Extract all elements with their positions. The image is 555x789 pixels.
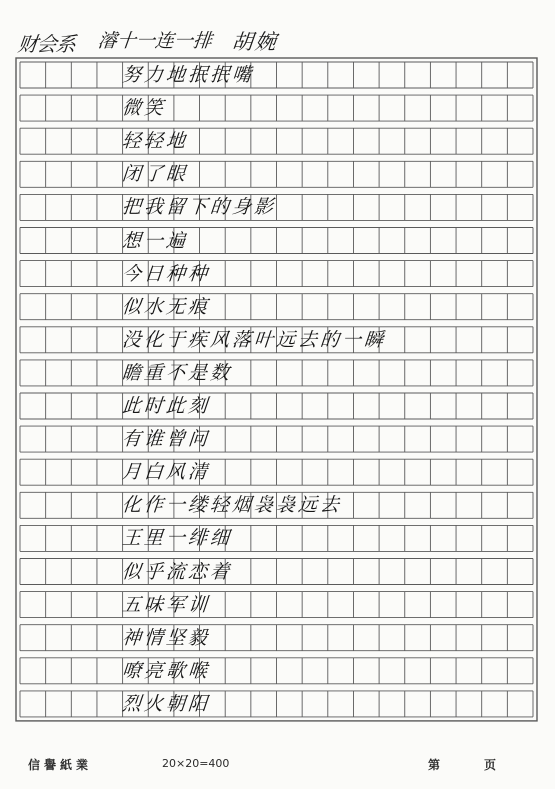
event-title: 濬十一连一排 <box>96 30 214 52</box>
grid-row <box>20 525 533 551</box>
handwritten-line: 化作一缕轻烟袅袅远去 <box>121 494 343 517</box>
grid-row <box>20 393 533 419</box>
handwritten-line: 没化于疾风落叶远去的一瞬 <box>121 328 387 351</box>
handwritten-line: 烈火朝阳 <box>121 692 211 715</box>
handwritten-line: 王里一绯细 <box>121 527 233 550</box>
page-label-suffix: 页 <box>484 758 497 772</box>
handwritten-line: 有谁曾问 <box>121 428 211 451</box>
paper-brand: 信譽紙業 <box>28 758 93 772</box>
handwritten-line: 闭了眼 <box>121 163 189 186</box>
handwritten-line: 此时此刻 <box>121 395 211 417</box>
handwritten-line: 今日种种 <box>121 262 211 285</box>
handwritten-line: 月白风清 <box>121 461 211 484</box>
grid-row <box>20 261 533 287</box>
grid-row <box>20 161 533 187</box>
handwritten-line: 似水无痕 <box>121 295 211 318</box>
grid-row <box>20 426 533 452</box>
handwritten-line: 似乎流恋着 <box>121 560 233 583</box>
handwritten-line: 五味军训 <box>121 593 211 616</box>
grid-row <box>20 95 533 121</box>
page-label: 第 <box>428 758 441 772</box>
handwritten-line: 微笑 <box>121 97 167 120</box>
grid-row <box>20 691 533 717</box>
grid-row <box>20 625 533 651</box>
grid-row <box>20 658 533 684</box>
grid-row <box>20 360 533 386</box>
handwritten-line: 努力地抿抿嘴 <box>121 64 255 86</box>
grid-row <box>20 459 533 485</box>
paper-footer <box>0 748 555 778</box>
handwritten-line: 把我留下的身影 <box>121 196 277 219</box>
handwritten-line: 嘹亮歌喉 <box>121 659 211 682</box>
grid-row <box>20 592 533 618</box>
grid-row <box>20 228 533 254</box>
handwritten-line: 神情坚毅 <box>121 626 211 649</box>
handwritten-line: 轻轻地 <box>121 130 189 153</box>
grid-outer-border <box>16 58 537 721</box>
student-name: 胡婉 <box>230 30 280 54</box>
handwritten-line: 想一遍 <box>121 229 189 252</box>
paper-spec: 20×20=400 <box>162 757 230 770</box>
grid-row <box>20 294 533 320</box>
grid-row <box>20 559 533 585</box>
grid-row <box>20 62 533 88</box>
handwritten-line: 瞻重不是数 <box>121 361 233 384</box>
class-name: 财会系 <box>16 32 77 56</box>
grid-row <box>20 128 533 154</box>
